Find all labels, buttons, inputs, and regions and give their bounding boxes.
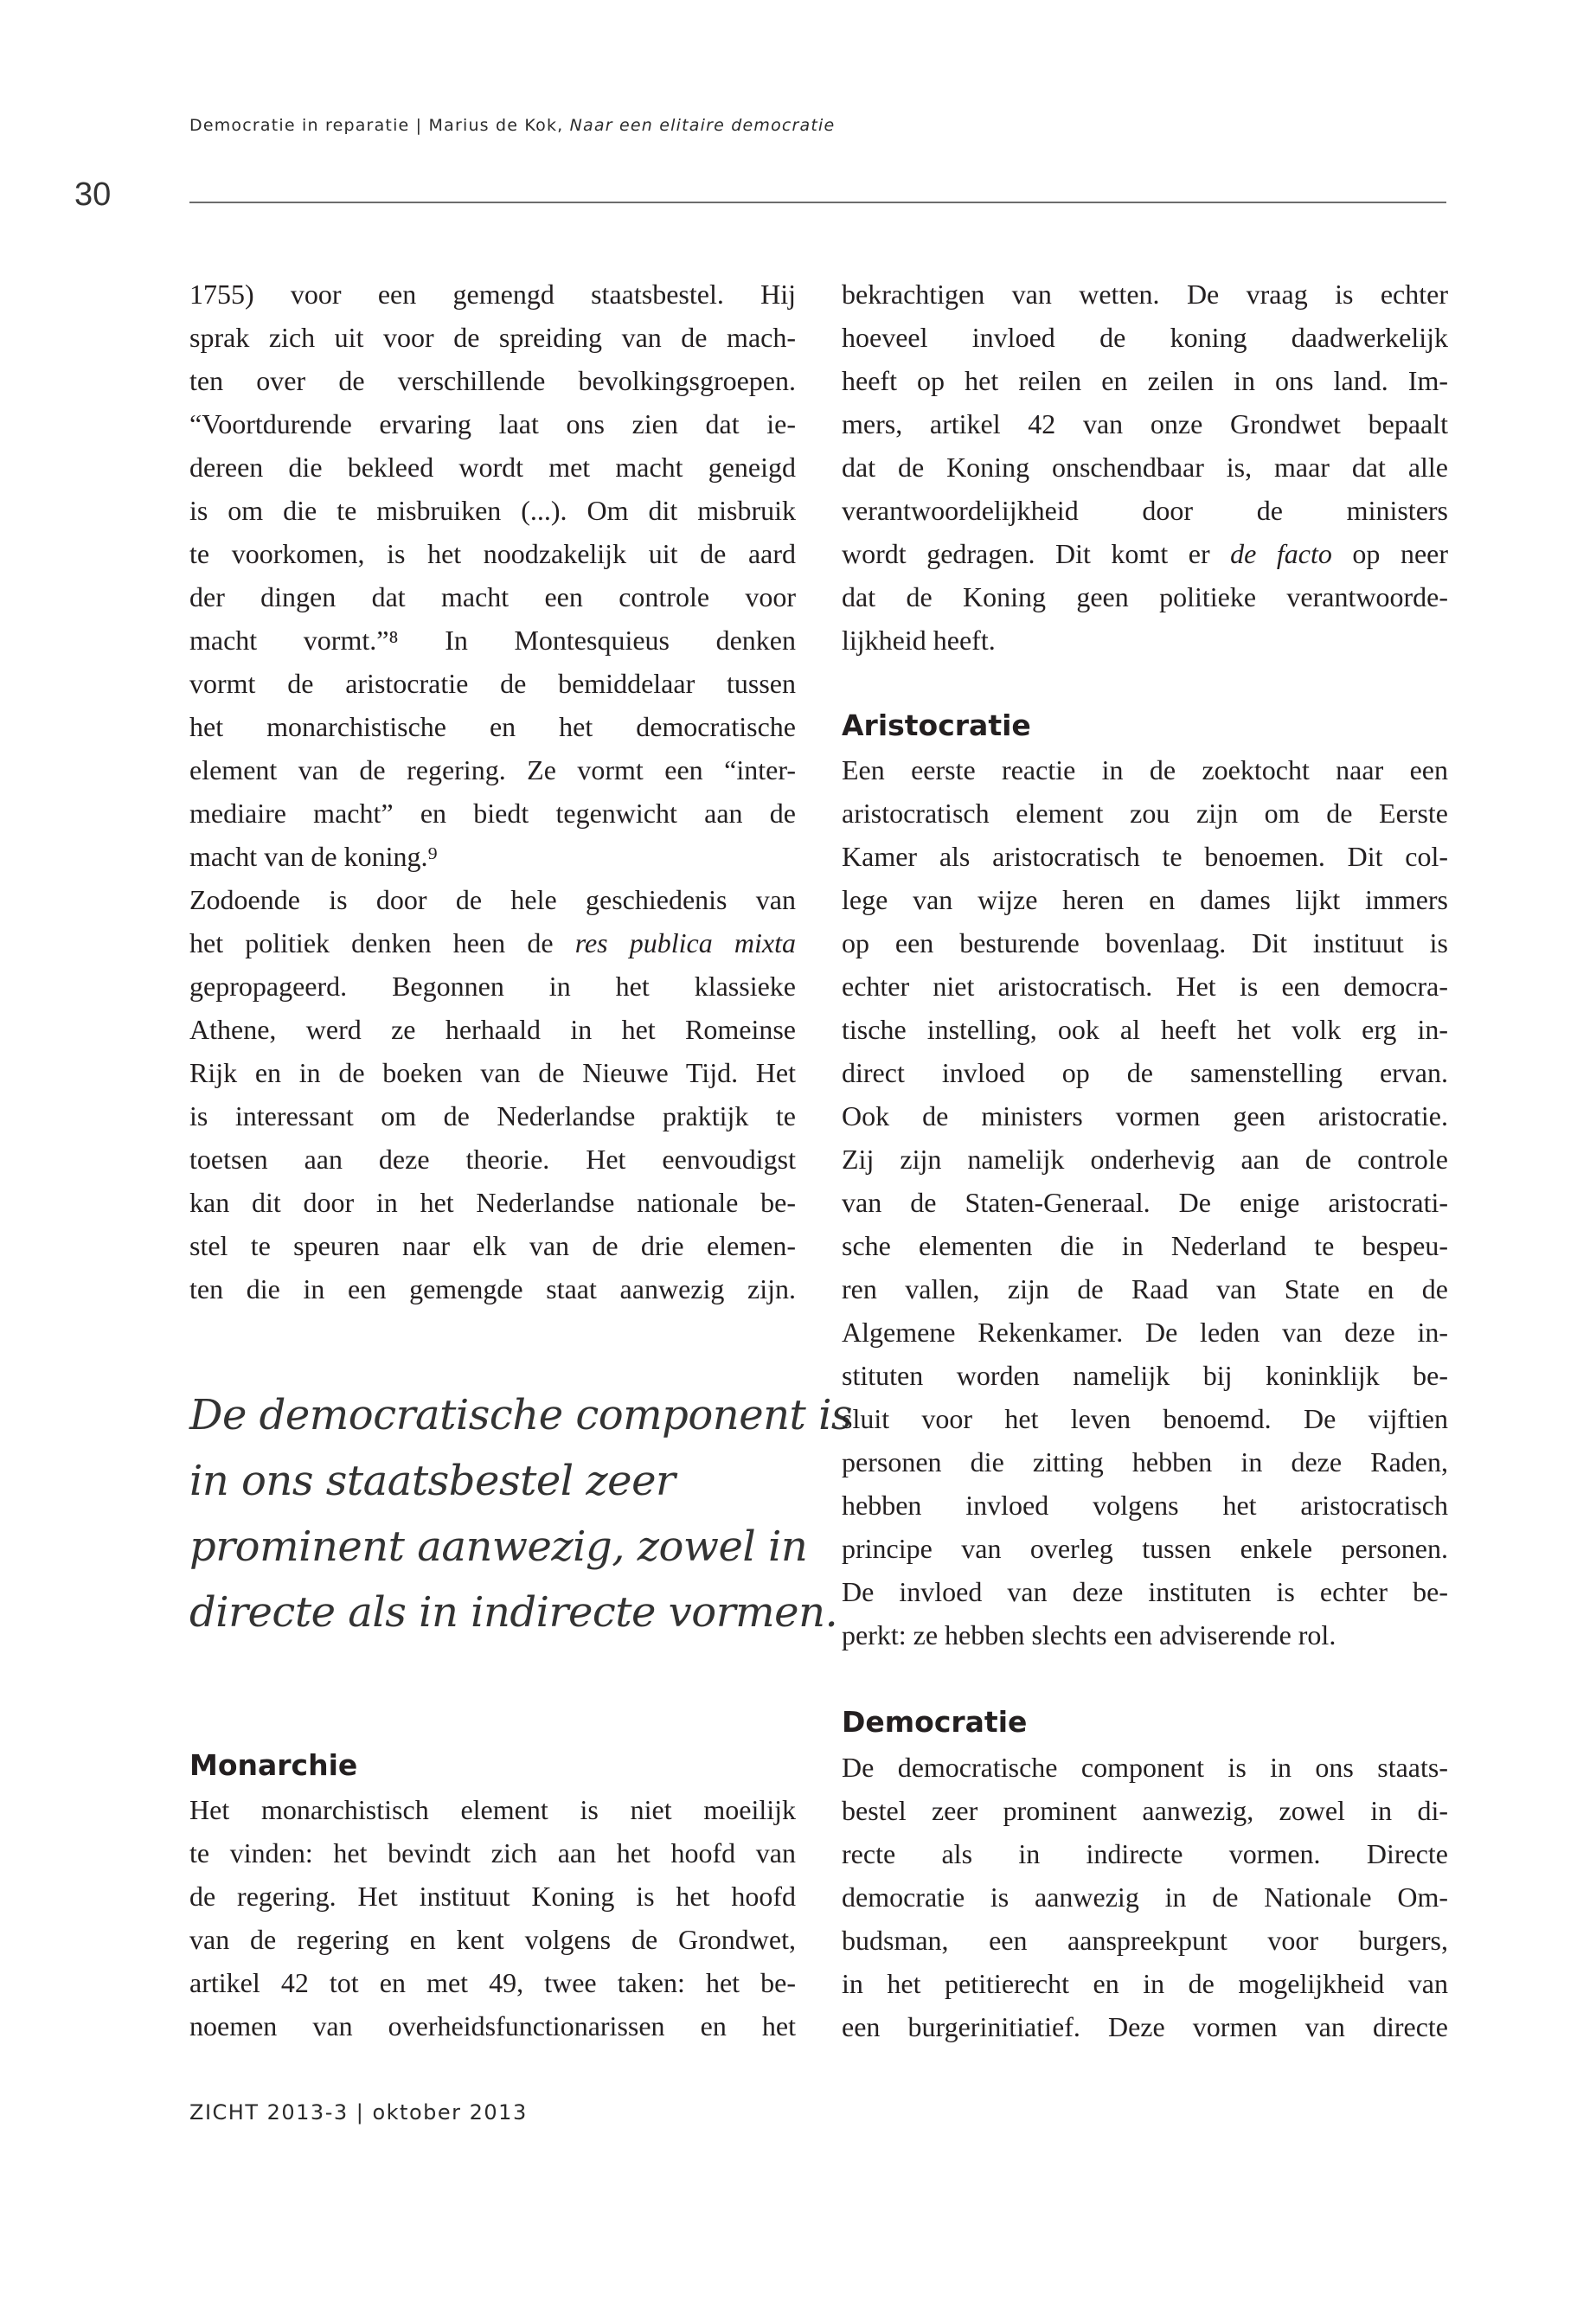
democratie-text — [842, 1746, 1448, 2048]
text-line — [189, 1138, 796, 1181]
text-segment: perkt: ze hebben slechts een adviserende rol. — [842, 1619, 1336, 1650]
text-segment: element van de regering. Ze vormt een “inter- — [189, 754, 796, 785]
text-segment: van de regering en kent volgens de Grondwet, — [189, 1924, 796, 1955]
text-line — [189, 965, 796, 1008]
paragraph — [189, 1788, 796, 2048]
intro-text — [189, 272, 796, 1311]
text-line — [842, 1138, 1448, 1181]
text-segment: echter niet aristocratisch. Het is een democra- — [842, 971, 1448, 1002]
text-segment: artikel 42 tot en met 49, twee taken: het be- — [189, 1967, 796, 1998]
text-line — [189, 1181, 796, 1224]
text-line — [842, 575, 1448, 619]
text-line — [189, 662, 796, 705]
text-segment: De democratische component is in ons staats- — [842, 1752, 1448, 1783]
paragraph — [842, 748, 1448, 1657]
text-segment: ren vallen, zijn de Raad van State en de — [842, 1273, 1448, 1304]
text-segment: budsman, een aanspreekpunt voor burgers, — [842, 1925, 1448, 1956]
text-line — [189, 1961, 796, 2004]
italic-term: de facto — [1230, 538, 1332, 569]
text-line — [842, 1008, 1448, 1051]
text-segment: macht van de koning.⁹ — [189, 841, 438, 872]
text-segment: aristocratisch element zou zijn om de Eerste — [842, 798, 1448, 829]
text-segment: De invloed van deze instituten is echter be- — [842, 1576, 1448, 1607]
text-line — [189, 878, 796, 921]
text-segment: op een besturende bovenlaag. Dit instituut is — [842, 927, 1448, 958]
text-line — [189, 1224, 796, 1267]
text-line — [189, 489, 796, 532]
text-line — [189, 272, 796, 316]
running-header — [189, 116, 835, 135]
text-segment: is om die te misbruiken (...). Om dit misbruik — [189, 495, 796, 526]
text-segment: het monarchistische en het democratische — [189, 711, 796, 742]
text-segment: Zodoende is door de hele geschiedenis van — [189, 884, 796, 915]
text-line — [189, 316, 796, 359]
text-segment: der dingen dat macht een controle voor — [189, 581, 796, 612]
text-line — [842, 619, 1448, 662]
header-rule — [189, 202, 1446, 203]
text-segment: te voorkomen, is het noodzakelijk uit de aard — [189, 538, 796, 569]
text-line — [842, 1875, 1448, 1919]
paragraph — [842, 272, 1448, 662]
text-segment: sprak zich uit voor de spreiding van de mach- — [189, 322, 796, 353]
text-segment: ten over de verschillende bevolkingsgroepen. — [189, 365, 796, 396]
text-line — [842, 1527, 1448, 1570]
text-line — [842, 748, 1448, 792]
text-segment: het politiek denken heen de — [189, 927, 575, 958]
text-line — [189, 748, 796, 792]
text-segment: Kamer als aristocratisch te benoemen. Dit col- — [842, 841, 1448, 872]
paragraph — [189, 878, 796, 1311]
text-segment: de regering. Het instituut Koning is het hoofd — [189, 1881, 796, 1912]
text-line — [842, 1224, 1448, 1267]
text-segment: Ook de ministers vormen geen aristocratie. — [842, 1100, 1448, 1131]
text-segment: dereen die bekleed wordt met macht geneigd — [189, 452, 796, 483]
section-heading-democratie: Democratie — [842, 1705, 1028, 1739]
text-segment: personen die zitting hebben in deze Raden, — [842, 1446, 1448, 1477]
text-segment: Athene, werd ze herhaald in het Romeinse — [189, 1014, 796, 1045]
text-segment: Algemene Rekenkamer. De leden van deze in- — [842, 1317, 1448, 1348]
text-segment: lege van wijze heren en dames lijkt immers — [842, 884, 1448, 915]
text-segment: Rijk en in de boeken van de Nieuwe Tijd. Het — [189, 1057, 796, 1088]
text-line — [189, 1918, 796, 1961]
text-line — [842, 878, 1448, 921]
text-line — [189, 1051, 796, 1094]
text-line — [842, 792, 1448, 835]
text-line — [189, 835, 796, 878]
text-segment: hebben invloed volgens het aristocratisch — [842, 1490, 1448, 1521]
text-line — [189, 402, 796, 445]
footer-issue: ZICHT 2013-3 | oktober 2013 — [189, 2100, 528, 2125]
text-line — [189, 2004, 796, 2048]
text-line — [189, 575, 796, 619]
text-line — [842, 1746, 1448, 1789]
text-line — [842, 1919, 1448, 1962]
text-segment: in het petitierecht en in de mogelijkheid van — [842, 1968, 1448, 1999]
text-line — [842, 1051, 1448, 1094]
text-line — [189, 792, 796, 835]
text-line — [842, 1484, 1448, 1527]
text-line — [189, 1875, 796, 1918]
italic-term: res publica mixta — [574, 927, 797, 958]
paragraph — [189, 272, 796, 878]
page-number: 30 — [74, 176, 112, 213]
text-segment: 1755) voor een gemengd staatsbestel. Hij — [189, 279, 796, 310]
text-segment: ten die in een gemengde staat aanwezig zijn. — [189, 1273, 796, 1304]
text-segment: macht vormt.”⁸ In Montesquieus denken — [189, 625, 796, 656]
text-line — [842, 532, 1448, 575]
text-segment: principe van overleg tussen enkele personen. — [842, 1533, 1448, 1564]
pull-quote — [189, 1382, 852, 1645]
pull-quote-line: De democratische component is — [189, 1391, 853, 1439]
text-segment: democratie is aanwezig in de Nationale Om- — [842, 1881, 1448, 1913]
text-segment: te vinden: het bevindt zich aan het hoofd van — [189, 1837, 796, 1868]
text-segment: hoeveel invloed de koning daadwerkelijk — [842, 322, 1448, 353]
text-segment: tische instelling, ook al heeft het volk erg in- — [842, 1014, 1448, 1045]
text-line — [189, 359, 796, 402]
text-segment: Een eerste reactie in de zoektocht naar een — [842, 754, 1448, 785]
text-segment: sche elementen die in Nederland te bespeu- — [842, 1230, 1448, 1261]
text-segment: vormt de aristocratie de bemiddelaar tussen — [189, 668, 796, 699]
text-line — [842, 921, 1448, 965]
pull-quote-line: prominent aanwezig, zowel in — [189, 1522, 808, 1571]
text-line — [842, 1613, 1448, 1657]
aristocratie-text — [842, 748, 1448, 1657]
text-segment: kan dit door in het Nederlandse nationale be- — [189, 1187, 796, 1218]
text-line — [842, 316, 1448, 359]
text-segment: mediaire macht” en biedt tegenwicht aan de — [189, 798, 796, 829]
text-segment: toetsen aan deze theorie. Het eenvoudigst — [189, 1144, 796, 1175]
text-line — [189, 1831, 796, 1875]
text-line — [189, 532, 796, 575]
text-line — [842, 1570, 1448, 1613]
text-segment: een burgerinitiatief. Deze vormen van directe — [842, 2011, 1448, 2042]
text-segment: gepropageerd. Begonnen in het klassieke — [189, 971, 796, 1002]
text-line — [842, 1094, 1448, 1138]
text-segment: Het monarchistisch element is niet moeilijk — [189, 1794, 796, 1825]
text-segment: heeft op het reilen en zeilen in ons land. Im- — [842, 365, 1448, 396]
text-line — [842, 965, 1448, 1008]
text-segment: direct invloed op de samenstelling ervan. — [842, 1057, 1448, 1088]
text-segment: sluit voor het leven benoemd. De vijftien — [842, 1403, 1448, 1434]
monarchie-text — [189, 1788, 796, 2048]
text-line — [842, 1789, 1448, 1832]
text-segment: verantwoordelijkheid door de ministers — [842, 495, 1448, 526]
text-line — [842, 1354, 1448, 1397]
text-line — [842, 835, 1448, 878]
text-segment: dat de Koning onschendbaar is, maar dat alle — [842, 452, 1448, 483]
text-line — [189, 1788, 796, 1831]
pull-quote-line: directe als in indirecte vormen. — [189, 1588, 838, 1637]
text-line — [189, 1008, 796, 1051]
text-line — [189, 1267, 796, 1311]
running-title: Democratie in reparatie | Marius de Kok, — [189, 116, 570, 135]
text-line — [842, 489, 1448, 532]
text-line — [842, 1440, 1448, 1484]
text-segment: Zij zijn namelijk onderhevig aan de controle — [842, 1144, 1448, 1175]
text-line — [842, 402, 1448, 445]
text-line — [842, 1181, 1448, 1224]
text-line — [189, 445, 796, 489]
text-segment: mers, artikel 42 van onze Grondwet bepaalt — [842, 408, 1448, 439]
text-line — [842, 272, 1448, 316]
text-line — [842, 1397, 1448, 1440]
text-line — [842, 2005, 1448, 2048]
text-line — [189, 921, 796, 965]
text-segment: “Voortdurende ervaring laat ons zien dat ie- — [189, 408, 796, 439]
text-line — [189, 705, 796, 748]
text-line — [189, 619, 796, 662]
text-segment: noemen van overheidsfunctionarissen en het — [189, 2010, 796, 2041]
text-segment: stel te speuren naar elk van de drie elemen- — [189, 1230, 796, 1261]
text-line — [189, 1094, 796, 1138]
paragraph — [842, 1746, 1448, 2048]
text-line — [842, 1311, 1448, 1354]
text-line — [842, 445, 1448, 489]
text-segment: wordt gedragen. Dit komt er — [842, 538, 1231, 569]
text-segment: op neer — [1331, 538, 1449, 569]
text-segment: dat de Koning geen politieke verantwoorde- — [842, 581, 1448, 612]
text-segment: is interessant om de Nederlandse praktijk te — [189, 1100, 796, 1131]
article-title: Naar een elitaire democratie — [569, 116, 836, 135]
text-line — [842, 1832, 1448, 1875]
text-segment: bestel zeer prominent aanwezig, zowel in di- — [842, 1795, 1448, 1826]
text-segment: recte als in indirecte vormen. Directe — [842, 1838, 1448, 1869]
pull-quote-line: in ons staatsbestel zeer — [189, 1457, 676, 1505]
section-heading-aristocratie: Aristocratie — [842, 708, 1031, 742]
section-heading-monarchie: Monarchie — [189, 1748, 358, 1782]
continued-text — [842, 272, 1448, 662]
text-line — [842, 1962, 1448, 2005]
text-line — [842, 359, 1448, 402]
text-segment: stituten worden namelijk bij koninklijk be- — [842, 1360, 1448, 1391]
text-line — [842, 1267, 1448, 1311]
text-segment: lijkheid heeft. — [842, 625, 996, 656]
text-segment: bekrachtigen van wetten. De vraag is echter — [842, 279, 1448, 310]
text-segment: van de Staten-Generaal. De enige aristocrati- — [842, 1187, 1448, 1218]
